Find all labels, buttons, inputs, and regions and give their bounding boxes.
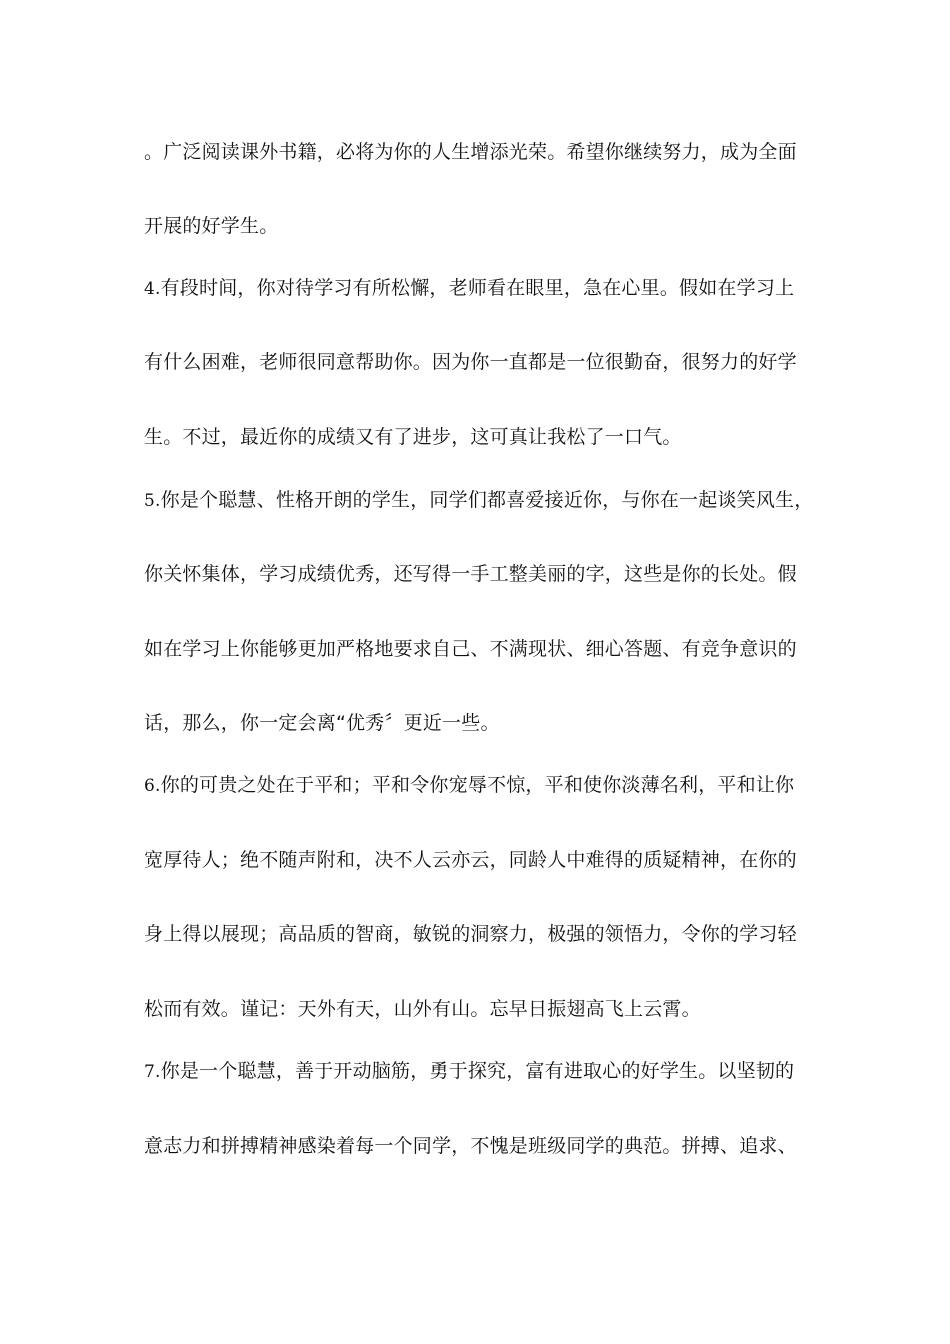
text-line: 你关怀集体，学习成绩优秀，还写得一手工整美丽的字，这些是你的长处。假 [144,563,797,585]
text-line: 话，那么，你一定会离“优秀〞更近一些。 [144,712,500,734]
text-line: 你是个聪慧、性格开朗的学生，同学们都喜爱接近你，与你在一起谈笑风生， [160,489,814,511]
text-line: 。广泛阅读课外书籍，必将为你的人生增添光荣。希望你继续努力，成为全面 [144,141,797,163]
text-line: 开展的好学生。 [144,215,279,237]
text-line: 宽厚待人；绝不随声附和，决不人云亦云，同龄人中难得的质疑精神，在你的 [144,849,797,871]
text-line: 松而有效。谨记：天外有天，山外有山。忘早日振翅高飞上云霄。 [144,998,701,1020]
text-line: 有什么困难，老师很同意帮助你。因为你一直都是一位很勤奋，很努力的好学 [144,351,797,373]
paragraph-number: 6. [144,776,161,796]
paragraph-7-first-line [144,1058,824,1085]
text-line: 身上得以展现；高品质的智商，敏锐的洞察力，极强的领悟力，令你的学习轻 [144,923,797,945]
text-line: 如在学习上你能够更加严格地要求自己、不满现状、细心答题、有竞争意识的 [144,638,797,660]
paragraph-number: 5. [144,491,161,511]
paragraph-number: 4. [144,279,161,299]
text-line: 有段时间，你对待学习有所松懈，老师看在眼里，急在心里。假如在学习上 [160,277,795,299]
paragraph-4-first-line [144,275,824,302]
paragraph-number: 7. [144,1062,161,1082]
text-line: 生。不过，最近你的成绩又有了进步，这可真让我松了一口气。 [144,426,682,448]
text-line: 意志力和拼搏精神感染着每一个同学，不愧是班级同学的典范。拼搏、追求、 [144,1135,797,1157]
paragraph-6-first-line [144,772,824,799]
text-line: 你是一个聪慧，善于开动脑筋，勇于探究，富有进取心的好学生。以坚韧的 [160,1060,795,1082]
text-line: 你的可贵之处在于平和；平和令你宠辱不惊，平和使你淡薄名利，平和让你 [160,774,795,796]
paragraph-5-first-line [144,487,824,514]
